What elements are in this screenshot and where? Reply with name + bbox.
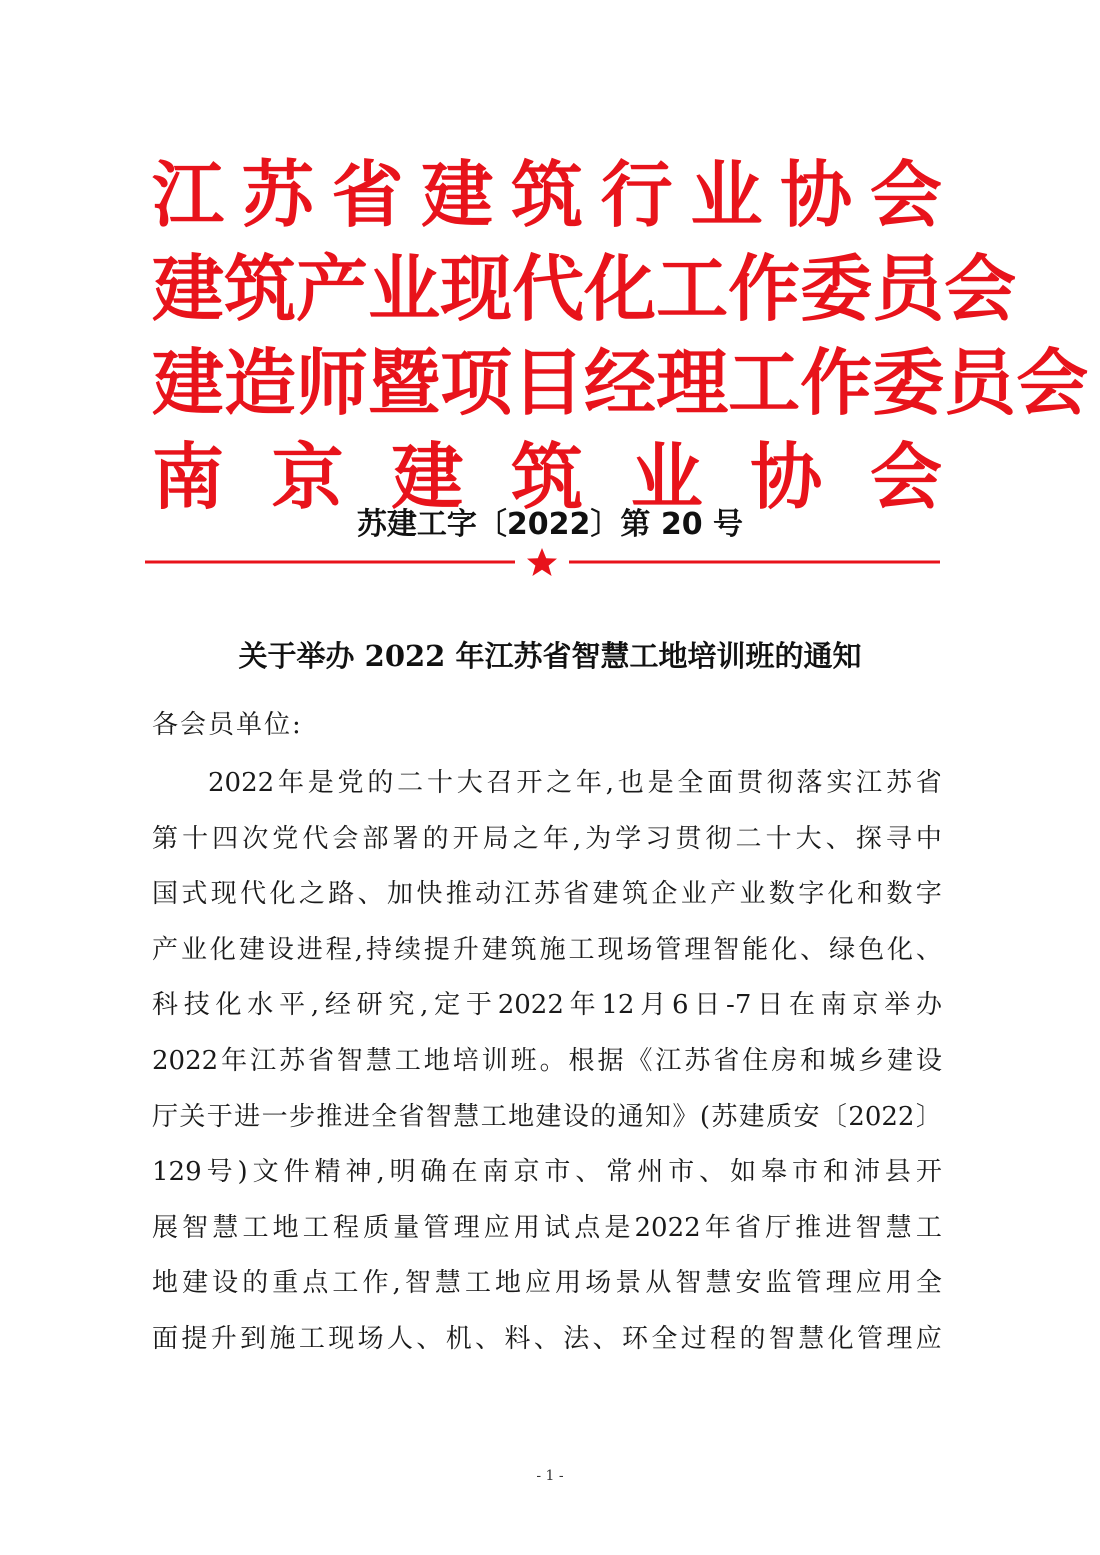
body-line: 2022 年 是 党 的 二 十 大 召 开 之 年 , 也 是 全 面 贯 彻 落 实 江 苏 省: [208, 768, 942, 798]
document-title: 关于举办 2022 年江苏省智慧工地培训班的通知: [238, 639, 862, 673]
body-line: 展 智 慧 工 地 工 程 质 量 管 理 应 用 试 点 是 2022 年 省 厅 推 进 智 慧 工: [152, 1212, 942, 1243]
body-line: 面 提 升 到 施 工 现 场 人 、 机 、 料 、 法 、 环 全 过 程 的 智 慧 化 管 理 应: [152, 1323, 942, 1354]
body-line: 国 式 现 代 化 之 路 、 加 快 推 动 江 苏 省 建 筑 企 业 产 业 数 字 化 和 数 字: [152, 879, 942, 910]
body-line: 厅 关 于 进 一 步 推 进 全 省 智 慧 工 地 建 设 的 通 知 》 ( 苏 建 质 安 〔 2022 〕: [152, 1101, 942, 1132]
star-icon: [527, 548, 557, 576]
red-divider: [145, 548, 940, 578]
document-number: 苏建工字〔2022〕第 20 号: [356, 507, 744, 542]
page-number: - 1 -: [536, 1468, 564, 1484]
body-line: 科 技 化 水 平 , 经 研 究 , 定 于 2022 年 12 月 6 日 -7 日 在 南 京 举 办: [152, 990, 942, 1021]
issuer-name: 建 造 师 暨 项 目 经 理 工 作 委 员 会: [152, 341, 1089, 425]
body-line: 产 业 化 建 设 进 程 , 持 续 提 升 建 筑 施 工 现 场 管 理 智 能 化 、 绿 色 化 、: [152, 934, 942, 965]
body-paragraph: [152, 756, 942, 1368]
body-line: 129 号 ) 文 件 精 神 , 明 确 在 南 京 市 、 常 州 市 、 如 皋 市 和 沛 县 开: [152, 1157, 942, 1188]
body-line: 第 十 四 次 党 代 会 部 署 的 开 局 之 年 , 为 学 习 贯 彻 二 十 大 、 探 寻 中: [152, 823, 942, 854]
salutation: 各会员单位:: [152, 710, 303, 740]
issuer-name: 江 苏 省 建 筑 行 业 协 会: [152, 153, 942, 237]
issuer-name: 南 京 建 筑 业 协 会: [152, 435, 942, 519]
body-line: 2022 年 江 苏 省 智 慧 工 地 培 训 班 。 根 据 《 江 苏 省 住 房 和 城 乡 建 设: [152, 1045, 942, 1076]
letterhead: [152, 148, 1089, 524]
body-line: 地 建 设 的 重 点 工 作 , 智 慧 工 地 应 用 场 景 从 智 慧 安 监 管 理 应 用 全: [152, 1268, 942, 1299]
issuer-name: 建 筑 产 业 现 代 化 工 作 委 员 会: [152, 247, 1017, 331]
